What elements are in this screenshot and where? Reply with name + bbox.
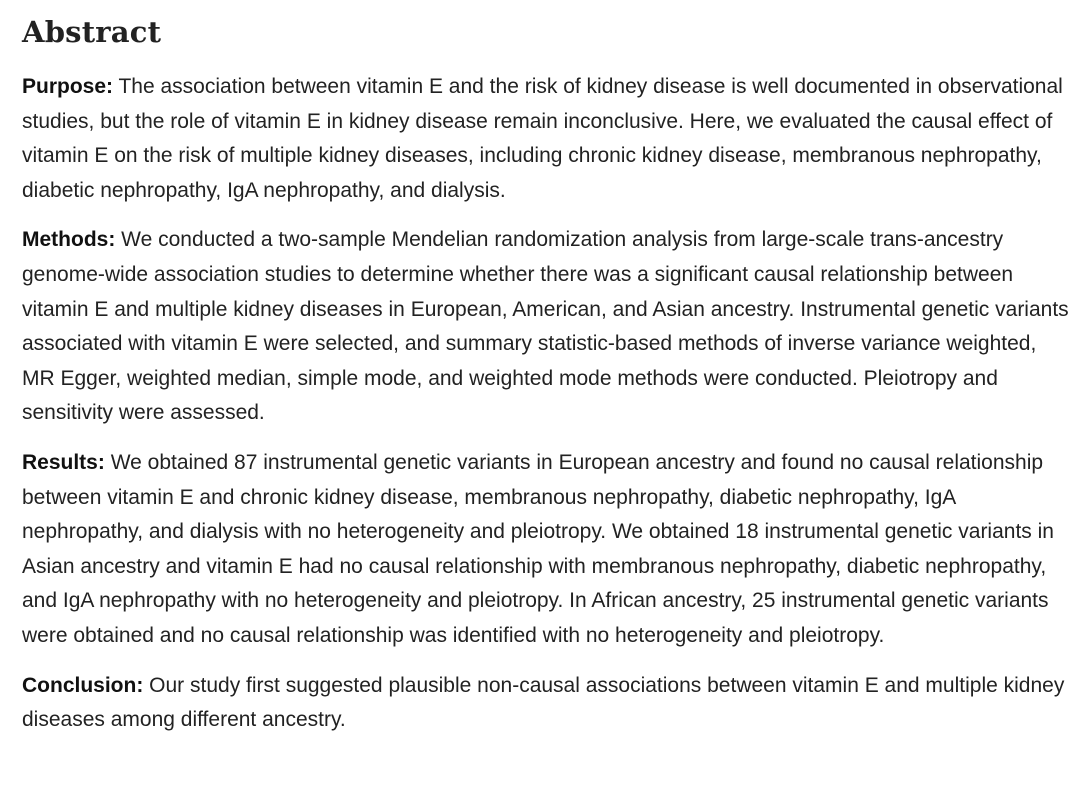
results-paragraph [22, 446, 1070, 654]
methods-label: Methods: [22, 228, 116, 252]
results-text: We obtained 87 instrumental genetic variants in European ancestry and found no causal relationship between vitamin E and chronic kidney disease, membranous nephropathy, diabetic nephropathy, IgA nephropathy, and dialysis with no heterogeneity and pleiotropy. We obtained 18 instrumental genetic variants in Asian ancestry and vitamin E had no causal relationship with membranous nephropathy, diabetic nephropathy, and IgA nephropathy with no heterogeneity and pleiotropy. In African ancestry, 25 instrumental genetic variants were obtained and no causal relationship was identified with no heterogeneity and pleiotropy. [22, 450, 1054, 647]
results-label: Results: [22, 450, 105, 474]
purpose-label: Purpose: [22, 75, 114, 98]
purpose-paragraph [22, 70, 1070, 208]
methods-text: We conducted a two-sample Mendelian randomization analysis from large-scale trans-ancestry genome-wide association studies to determine whether there was a significant causal relationship between vitamin E and multiple kidney diseases in European, American, and Asian ancestry. Instrumental genetic variants associated with vitamin E were selected, and summary statistic-based methods of inverse variance weighted, MR Egger, weighted median, simple mode, and weighted mode methods were conducted. Pleiotropy and sensitivity were assessed. [22, 228, 1069, 425]
conclusion-text: Our study first suggested plausible non-causal associations between vitamin E and multiple kidney diseases among different ancestry. [22, 673, 1065, 732]
conclusion-label: Conclusion: [22, 673, 144, 697]
conclusion-paragraph [22, 669, 1070, 738]
methods-paragraph [22, 223, 1070, 431]
abstract-heading: Abstract [22, 15, 162, 49]
purpose-text: The association between vitamin E and the risk of kidney disease is well documented in observational studies, but the role of vitamin E in kidney disease remain inconclusive. Here, we evaluated the causal effect of vitamin E on the risk of multiple kidney diseases, including chronic kidney disease, membranous nephropathy, diabetic nephropathy, IgA nephropathy, and dialysis. [22, 75, 1063, 202]
